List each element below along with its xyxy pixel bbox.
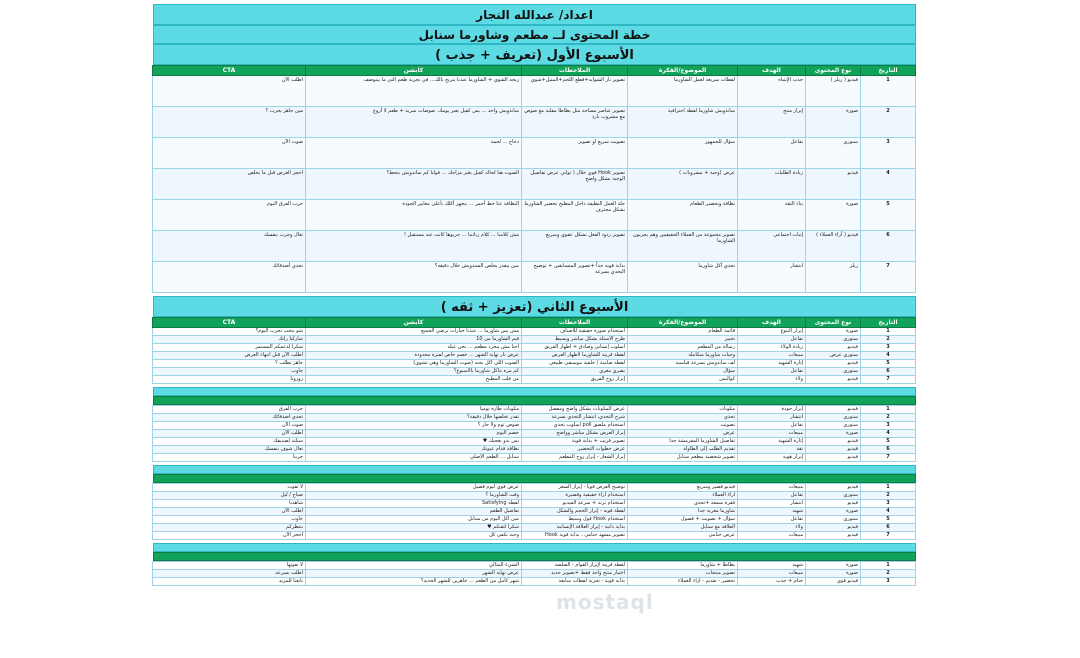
date-cell: 2 [861, 107, 916, 138]
goal-cell: ولاء [738, 524, 806, 532]
cta-cell: احجز الآن [153, 532, 306, 540]
notes-cell: عرض المكونات بشكل واضح ومفصل [522, 406, 628, 414]
content-type-cell: ستوري [806, 492, 861, 500]
table-row [153, 500, 916, 508]
table-row [153, 430, 916, 438]
topic-cell: تحدي [628, 414, 738, 422]
week4-header-band [153, 474, 916, 483]
cta-cell: ننتظركم [153, 524, 306, 532]
week1-column-header: التاريخ [861, 66, 916, 76]
caption-cell: من قلب المطبخ [306, 376, 522, 384]
content-type-cell: صورة [806, 200, 861, 231]
date-cell: 2 [861, 570, 916, 578]
content-type-cell: فيديو ( آراء العملاء ) [806, 231, 861, 262]
caption-cell: ريحه الشوي + الشاورما عندنا بتريح بالك... في تجربة طعم التي ما بيتوصف [306, 76, 522, 107]
notes-cell: بداية قوية جداً +تصوير المتسابقين + توضيح التحدي بسرعة [522, 262, 628, 293]
caption-cell: وجبة تكفي كل [306, 532, 522, 540]
content-type-cell: صورة [806, 328, 861, 336]
topic-cell: عرض [628, 430, 738, 438]
caption-cell: نظافة قدام عيونك [306, 446, 522, 454]
cta-cell: اطلب الآن [153, 76, 306, 107]
content-type-cell: فيديو ( ريلز ) [806, 76, 861, 107]
week1-column-header: نوع المحتوى [806, 66, 861, 76]
week5-title-band [153, 543, 916, 552]
cta-cell: تابعنا للمزيد [153, 578, 306, 586]
topic-cell: كواليس [628, 376, 738, 384]
content-type-cell: فيديو [806, 524, 861, 532]
week5-table [152, 561, 916, 586]
notes-cell: استخدام آراء حقيقية وقصيرة [522, 492, 628, 500]
goal-cell: انتشار [738, 500, 806, 508]
caption-cell: مش كلامنا ... كلام زبائننا ... جربوها كانت عند مستقبل ! [306, 231, 522, 262]
week2-column-header: الهدف [738, 318, 806, 328]
notes-cell: شرح التحدي، انتشار التحدي بسرعة [522, 414, 628, 422]
cta-cell: جاهز تطلب ؟ [153, 360, 306, 368]
cta-cell: جرب الفرق اليوم [153, 200, 306, 231]
notes-cell: إبراز روح الفريق [522, 376, 628, 384]
content-type-cell: ستوري [806, 516, 861, 524]
content-type-cell: فيديو [806, 169, 861, 200]
content-type-cell: فيديو [806, 454, 861, 462]
date-cell: 1 [861, 484, 916, 492]
week1-column-header: الملاحظات [522, 66, 628, 76]
notes-cell: لقطة قريبة للشاورما لاظهار العرض [522, 352, 628, 360]
date-cell: 5 [861, 200, 916, 231]
caption-cell: الصوت هنا لحاله كفيل يغير مزاجك ... قولنا كم ساندويش بتحط؟ [306, 169, 522, 200]
table-row [153, 231, 916, 262]
caption-cell: مكونات طازة يومياً [306, 406, 522, 414]
table-row [153, 484, 916, 492]
topic-cell: تصوير شخصية مطعم سنابل [628, 454, 738, 462]
content-type-cell: ستوري [806, 414, 861, 422]
notes-cell: تصوير Hook قوي خلال ( ثواني عرض تفاصيل الوجبة بشكل واضح [522, 169, 628, 200]
caption-cell: احنا مش مجرد مطعم ... نحن عيلة [306, 344, 522, 352]
caption-cell: ساندويش واحد ... بس كفيل يغير يومك. صوصات سرية + طعم لا أروع [306, 107, 522, 138]
table-row [153, 524, 916, 532]
goal-cell: إثارة الشهية [738, 438, 806, 446]
content-type-cell: صورة [806, 570, 861, 578]
week4-title-band [153, 465, 916, 474]
topic-cell: تحضير - تقديم - آراء العملاء [628, 578, 738, 586]
date-cell: 6 [861, 368, 916, 376]
table-row [153, 508, 916, 516]
date-cell: 6 [861, 231, 916, 262]
notes-cell: بصري مغري [522, 368, 628, 376]
topic-cell: سؤال للجمهور [628, 138, 738, 169]
date-cell: 6 [861, 446, 916, 454]
date-cell: 5 [861, 438, 916, 446]
date-cell: 2 [861, 492, 916, 500]
content-type-cell: فيديو [806, 406, 861, 414]
notes-cell: تصوير ردود الفعل بشكل عفوي وسريع [522, 231, 628, 262]
goal-cell: تفاعل [738, 368, 806, 376]
topic-cell: سؤال + تصويت + فضول [628, 516, 738, 524]
notes-cell: استخدام ملصق poll أسلوب تحدي [522, 422, 628, 430]
content-type-cell: ستوري [806, 138, 861, 169]
topic-cell: عرض ختامي [628, 532, 738, 540]
content-type-cell: ستوري [806, 336, 861, 344]
topic-cell: عرض (وجبة + مشروبات ) [628, 169, 738, 200]
watermark: mostaql [556, 590, 654, 614]
notes-cell: اختيار منتج واحد فقط +تصوير جديد [522, 570, 628, 578]
goal-cell: زيادة الولاء [738, 344, 806, 352]
topic-cell: العلاقة مع سنابل [628, 524, 738, 532]
content-type-cell: فيديو [806, 360, 861, 368]
notes-cell: عرض خطوات التحضير [522, 446, 628, 454]
table-row [153, 414, 916, 422]
date-cell: 4 [861, 352, 916, 360]
table-row [153, 446, 916, 454]
cta-cell: صوت الآن [153, 138, 306, 169]
table-row [153, 492, 916, 500]
cta-cell: شاركنا رأيك [153, 336, 306, 344]
goal-cell: بناء الثقة [738, 200, 806, 231]
date-cell: 6 [861, 524, 916, 532]
table-row [153, 368, 916, 376]
topic-cell: قائمة الطعام [628, 328, 738, 336]
table-row [153, 360, 916, 368]
date-cell: 4 [861, 430, 916, 438]
notes-cell: استخدام صورة حقيقية للأصناف [522, 328, 628, 336]
notes-cell: جلة العمل النظيفة داخل المطبخ تحضير الشاورما بشكل محترف [522, 200, 628, 231]
table-row [153, 352, 916, 360]
table-row [153, 262, 916, 293]
date-cell: 4 [861, 508, 916, 516]
date-cell: 3 [861, 138, 916, 169]
week5-header-band [153, 552, 916, 561]
content-type-cell: فيديو قوي [806, 578, 861, 586]
date-cell: 4 [861, 169, 916, 200]
content-type-cell: فيديو [806, 344, 861, 352]
topic-cell: تصويت [628, 422, 738, 430]
week3-header-band [153, 396, 916, 405]
cta-cell: اطلب الآن قبل انتهاء العرض [153, 352, 306, 360]
goal-cell: إبراز جودة [738, 406, 806, 414]
plan-title: خطة المحتوى لــ مطعم وشاورما سنابل [153, 25, 916, 44]
author-banner: اعداد/ عبدالله النجار [153, 4, 916, 25]
caption-cell: عرض نار نهاية الشهر ... خصم خاص لفترة محدودة [306, 352, 522, 360]
caption-cell: تقدر تخلصها خلال دقيقة؟ [306, 414, 522, 422]
table-row [153, 532, 916, 540]
cta-cell: اطلب بسرعة [153, 570, 306, 578]
week2-column-header: التاريخ [861, 318, 916, 328]
cta-cell: تعال شوف بنفسك [153, 446, 306, 454]
content-type-cell: صورة [806, 508, 861, 516]
week2-column-header: كابشن [306, 318, 522, 328]
goal-cell: تفاعل [738, 336, 806, 344]
caption-cell: شهر كامل من الطعم ... جاهزين للشهر الجديد؟ [306, 578, 522, 586]
caption-cell: خصم اليوم [306, 430, 522, 438]
goal-cell: ولاء [738, 376, 806, 384]
goal-cell: شهية [738, 562, 806, 570]
table-row [153, 578, 916, 586]
content-type-cell: فيديو [806, 532, 861, 540]
content-type-cell: ريلز [806, 262, 861, 293]
notes-cell: توضيح العرض قوياً - إبراز السعر [522, 484, 628, 492]
cta-cell: احجز العرض قبل ما يخلص [153, 169, 306, 200]
notes-cell: لقطة قوية - إبراز الحجم والشكل [522, 508, 628, 516]
goal-cell: إثبات اجتماعي [738, 231, 806, 262]
content-type-cell: صورة [806, 430, 861, 438]
content-type-cell: ستوري [806, 368, 861, 376]
cta-cell: مين جاهز يجرب ؟ [153, 107, 306, 138]
caption-cell: عرض قوي ليوم فضيل [306, 484, 522, 492]
cta-cell: جربنا [153, 454, 306, 462]
notes-cell: تصوير عناصر مساحة مثل بطاطا مقلية مع صوص مع مشروب بارد [522, 107, 628, 138]
date-cell: 7 [861, 262, 916, 293]
week1-column-header: الهدف [738, 66, 806, 76]
goal-cell: تفاعل [738, 516, 806, 524]
content-type-cell: صورة [806, 107, 861, 138]
cta-cell: جرب الفرق [153, 406, 306, 414]
goal-cell: إبراز منتج [738, 107, 806, 138]
cta-cell: تحدي أصدقائك [153, 262, 306, 293]
goal-cell: ثقة [738, 446, 806, 454]
content-type-cell: صورة [806, 562, 861, 570]
cta-cell: شاهدنا [153, 500, 306, 508]
cta-cell: اطلب الآن [153, 508, 306, 516]
content-type-cell: ستوري [806, 422, 861, 430]
caption-cell: الصوت اللي اكل بحبه (صوت الشاورما وهي تشوي) [306, 360, 522, 368]
goal-cell: إبراز هوية [738, 454, 806, 462]
content-type-cell: ستوري عرض [806, 352, 861, 360]
week1-title: الأسبوع الأول (تعريف + جذب ) [153, 44, 916, 65]
table-row [153, 76, 916, 107]
table-row [153, 169, 916, 200]
goal-cell: مبيعات [738, 570, 806, 578]
notes-cell: أسلوب إنساني وصادق + اظهار الفريق [522, 344, 628, 352]
table-row [153, 570, 916, 578]
date-cell: 3 [861, 422, 916, 430]
caption-cell: تفاصيل الطعم [306, 508, 522, 516]
caption-cell: قيم الشاورما من 10 [306, 336, 522, 344]
notes-cell: لقطة صامتة / خلفية موسيقى طبيعي [522, 360, 628, 368]
week2-column-header: نوع المحتوى [806, 318, 861, 328]
caption-cell: دجاج ... لحمة [306, 138, 522, 169]
content-type-cell: فيديو [806, 376, 861, 384]
topic-cell: وجبات شاورما متكاملة [628, 352, 738, 360]
week1-column-header: الموضوع/الفكرة [628, 66, 738, 76]
topic-cell: فقرة سمعة +تحدي [628, 500, 738, 508]
date-cell: 7 [861, 454, 916, 462]
content-type-cell: فيديو [806, 446, 861, 454]
notes-cell: بداية ذاتية - إبراز العلاقة الإنسانية [522, 524, 628, 532]
goal-cell: مبيعات [738, 352, 806, 360]
date-cell: 1 [861, 562, 916, 570]
notes-cell: استخدام Hook قول وسيط [522, 516, 628, 524]
notes-cell: تصوير نار الشوايه+قطع اللحم+المتبل+شوي [522, 76, 628, 107]
cta-cell: جاوب [153, 368, 306, 376]
goal-cell: تفاعل [738, 138, 806, 169]
goal-cell: ختام + جذب [738, 578, 806, 586]
caption-cell: النظافة عنا خط أحمر ... بنجهز أكلك بأعلى معايير الجودة [306, 200, 522, 231]
caption-cell: مش بس شاورما ... عندنا خيارات ترضي الجميع [306, 328, 522, 336]
notes-cell: تصويت سريع او تصوير [522, 138, 628, 169]
topic-cell: تقديم الطلب إلى الطاولة [628, 446, 738, 454]
table-row [153, 406, 916, 414]
cta-cell: صباح / ليل [153, 492, 306, 500]
caption-cell: مين أكل اليوم من سنابل [306, 516, 522, 524]
goal-cell: مبيعات [738, 484, 806, 492]
date-cell: 1 [861, 406, 916, 414]
notes-cell: لقطة قريبة لإبراز القوام - الصلصة [522, 562, 628, 570]
topic-cell: مكونات [628, 406, 738, 414]
caption-cell: بس بدو يعجبك ♥ [306, 438, 522, 446]
table-row [153, 562, 916, 570]
week2-title: الأسبوع الثاني (تعزيز + ثقه ) [153, 296, 916, 317]
content-type-cell: فيديو [806, 438, 861, 446]
date-cell: 3 [861, 578, 916, 586]
table-row [153, 376, 916, 384]
content-type-cell: فيديو [806, 484, 861, 492]
cta-cell: جاوب [153, 516, 306, 524]
date-cell: 1 [861, 76, 916, 107]
topic-cell: تحدي أكل شاورما [628, 262, 738, 293]
notes-cell: بداية قوية - تجربة لقطات سابقة [522, 578, 628, 586]
table-row [153, 107, 916, 138]
notes-cell: استخدام ترند + سرعة الفيديو [522, 500, 628, 508]
cta-cell: تعال وجرب بنفسك [153, 231, 306, 262]
week1-column-header: كابشن [306, 66, 522, 76]
topic-cell: تخيير [628, 336, 738, 344]
week3-table [152, 405, 916, 462]
week3-title-band [153, 387, 916, 396]
table-row [153, 422, 916, 430]
date-cell: 5 [861, 516, 916, 524]
table-row [153, 138, 916, 169]
notes-cell: تصوير قريب + بداية قوية [522, 438, 628, 446]
cta-cell: زورونا [153, 376, 306, 384]
date-cell: 2 [861, 336, 916, 344]
week2-column-header: CTA [153, 318, 306, 328]
notes-cell: تصوير مشهد ختامي ، بداية قوية Hook [522, 532, 628, 540]
topic-cell: شاورما مغرية جدا [628, 508, 738, 516]
topic-cell: رسالة من المطعم [628, 344, 738, 352]
date-cell: 2 [861, 414, 916, 422]
caption-cell: كم مرة بتاكل شاورما بالأسبوع؟ [306, 368, 522, 376]
notes-cell: طرح الأسئلة بشكل مباشر وبسيط [522, 336, 628, 344]
date-cell: 3 [861, 500, 916, 508]
topic-cell: لقطات سريعة لعمل الشاورما [628, 76, 738, 107]
caption-cell: مين بيقدر يخلص السندويش خلال دقيقة؟ [306, 262, 522, 293]
cta-cell: لا تفوت [153, 484, 306, 492]
week4-table [152, 483, 916, 540]
cta-cell: ستلتذ لصديقك [153, 438, 306, 446]
caption-cell: لقطة Satisfying [306, 500, 522, 508]
week2-column-header: الموضوع/الفكرة [628, 318, 738, 328]
week1-column-header: CTA [153, 66, 306, 76]
cta-cell: اطلب الآن [153, 430, 306, 438]
topic-cell: بطاطا + شاورما [628, 562, 738, 570]
goal-cell: إبراز التنوع [738, 328, 806, 336]
cta-cell: لا تفوتها [153, 562, 306, 570]
goal-cell: زيادة الطلبات [738, 169, 806, 200]
topic-cell: آراء العملاء [628, 492, 738, 500]
goal-cell: جذب الإنتباه [738, 76, 806, 107]
date-cell: 3 [861, 344, 916, 352]
caption-cell: الشيء المثالي [306, 562, 522, 570]
content-plan-document [153, 4, 916, 586]
goal-cell: مبيعات [738, 430, 806, 438]
goal-cell: شهية [738, 508, 806, 516]
goal-cell: انتشار [738, 262, 806, 293]
date-cell: 5 [861, 360, 916, 368]
goal-cell: إثارة الشهية [738, 360, 806, 368]
goal-cell: مبيعات [738, 532, 806, 540]
table-row [153, 454, 916, 462]
table-row [153, 200, 916, 231]
topic-cell: تصوير منتجات [628, 570, 738, 578]
caption-cell: سنابل ... الطعم الأصلي [306, 454, 522, 462]
goal-cell: انتشار [738, 414, 806, 422]
notes-cell: إبراز الشعار - إبراز روح المطعم [522, 454, 628, 462]
notes-cell: إبراز العرض بشكل مباشر وواضح [522, 430, 628, 438]
topic-cell: ساندويش شاورما لقطة احترافية [628, 107, 738, 138]
table-row [153, 344, 916, 352]
cta-cell: تحدي أصدقائك [153, 414, 306, 422]
date-cell: 7 [861, 376, 916, 384]
topic-cell: سؤال [628, 368, 738, 376]
table-row [153, 516, 916, 524]
goal-cell: تفاعل [738, 492, 806, 500]
date-cell: 7 [861, 532, 916, 540]
week2-table [152, 317, 916, 384]
content-type-cell: فيديو [806, 500, 861, 508]
date-cell: 1 [861, 328, 916, 336]
week1-table [152, 65, 916, 293]
caption-cell: وقت الشاورما ؟ [306, 492, 522, 500]
caption-cell: شكرا لثقتكم ♥ [306, 524, 522, 532]
goal-cell: تفاعل [738, 422, 806, 430]
week2-column-header: الملاحظات [522, 318, 628, 328]
caption-cell: عرض نهاية الشهر [306, 570, 522, 578]
topic-cell: فيديو قصير وسريع [628, 484, 738, 492]
caption-cell: صوص ثوم ولا حار ؟ [306, 422, 522, 430]
cta-cell: صوت الآن [153, 422, 306, 430]
table-row [153, 336, 916, 344]
cta-cell: شو بتحب تجرب اليوم؟ [153, 328, 306, 336]
topic-cell: نظافة وتحضير الطعام [628, 200, 738, 231]
table-row [153, 328, 916, 336]
topic-cell: لف ساندويش بسرعة قياسية [628, 360, 738, 368]
topic-cell: تفاصيل الشاورما المقرمشة جدا [628, 438, 738, 446]
topic-cell: تصوير مجموعة من العملاء الحقيقيين وهم يجربون الشاورما [628, 231, 738, 262]
table-row [153, 438, 916, 446]
cta-cell: شكراً لدعمكم المستمر [153, 344, 306, 352]
